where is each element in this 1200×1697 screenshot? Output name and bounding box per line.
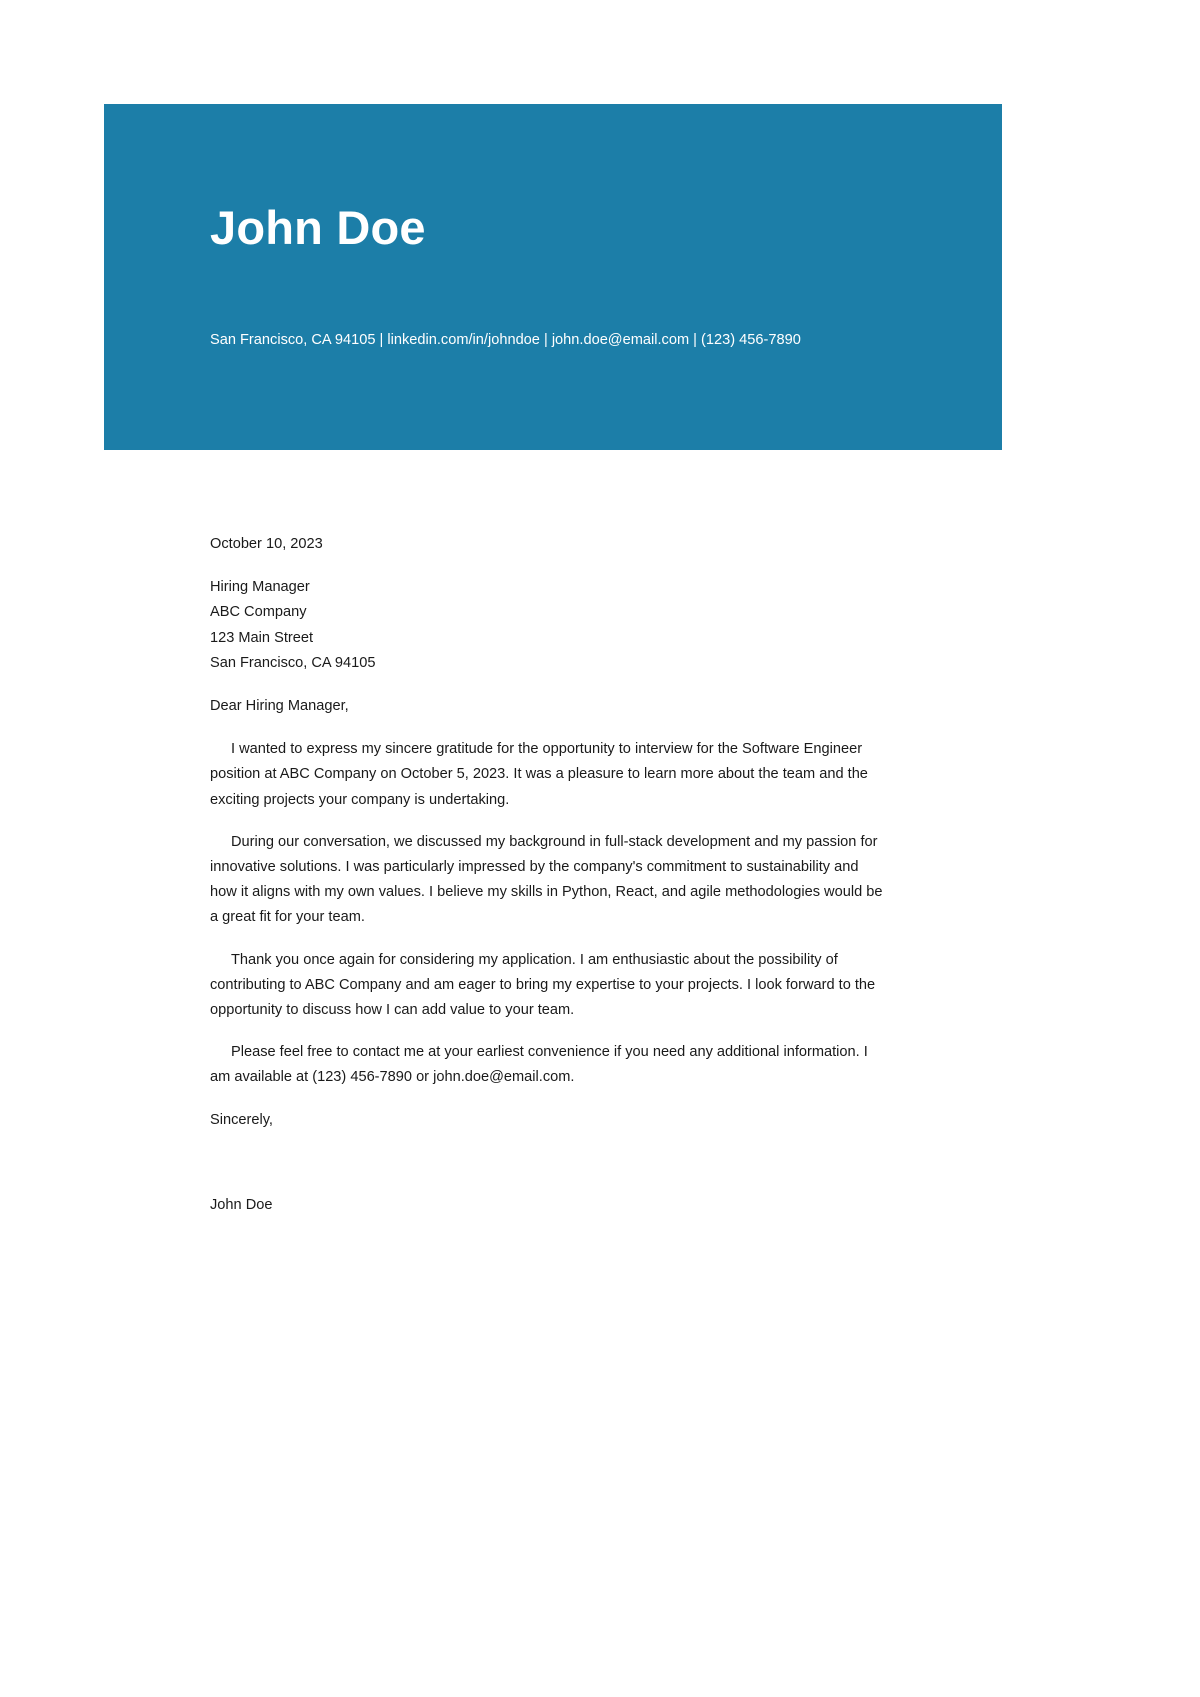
applicant-contact-line: San Francisco, CA 94105 | linkedin.com/in/johndoe | john.doe@email.com | (123) 456-7890 — [210, 332, 801, 348]
letter-body — [210, 532, 886, 1218]
signature-space — [210, 1133, 886, 1193]
letter-date: October 10, 2023 — [210, 536, 323, 552]
recipient-address-block — [210, 575, 886, 676]
recipient-company: ABC Company — [210, 604, 307, 621]
recipient-name: Hiring Manager — [210, 579, 310, 596]
letter-salutation: Dear Hiring Manager, — [210, 698, 349, 715]
recipient-street: 123 Main Street — [210, 629, 314, 646]
letter-paragraph: Thank you once again for considering my application. I am enthusiastic about the possibility of contributing to ABC Company and am eager to bring my expertise to your projects. I look forward to the opportunity to discuss how I can add value to your team. — [210, 951, 876, 1019]
letter-paragraph: I wanted to express my sincere gratitude for the opportunity to interview for the Software Engineer position at ABC Company on October 5, 2023. It was a pleasure to learn more about the team and the exciting projects your company is undertaking. — [210, 741, 868, 808]
recipient-city: San Francisco, CA 94105 — [210, 654, 376, 671]
signature-name: John Doe — [210, 1196, 273, 1213]
applicant-name: John Doe — [210, 201, 426, 254]
letter-paragraph: During our conversation, we discussed my background in full-stack development and my passion for innovative solutions. I was particularly impressed by the company's commitment to sustainability and how it aligns with my own values. I believe my skills in Python, React, and agile methodologies would be a great fit for your team. — [210, 833, 883, 926]
letter-closing: Sincerely, — [210, 1111, 273, 1128]
letter-paragraph: Please feel free to contact me at your earliest convenience if you need any additional information. I am available at (123) 456-7890 or john.doe@email.com. — [210, 1044, 868, 1086]
letterhead-banner — [104, 104, 1002, 450]
